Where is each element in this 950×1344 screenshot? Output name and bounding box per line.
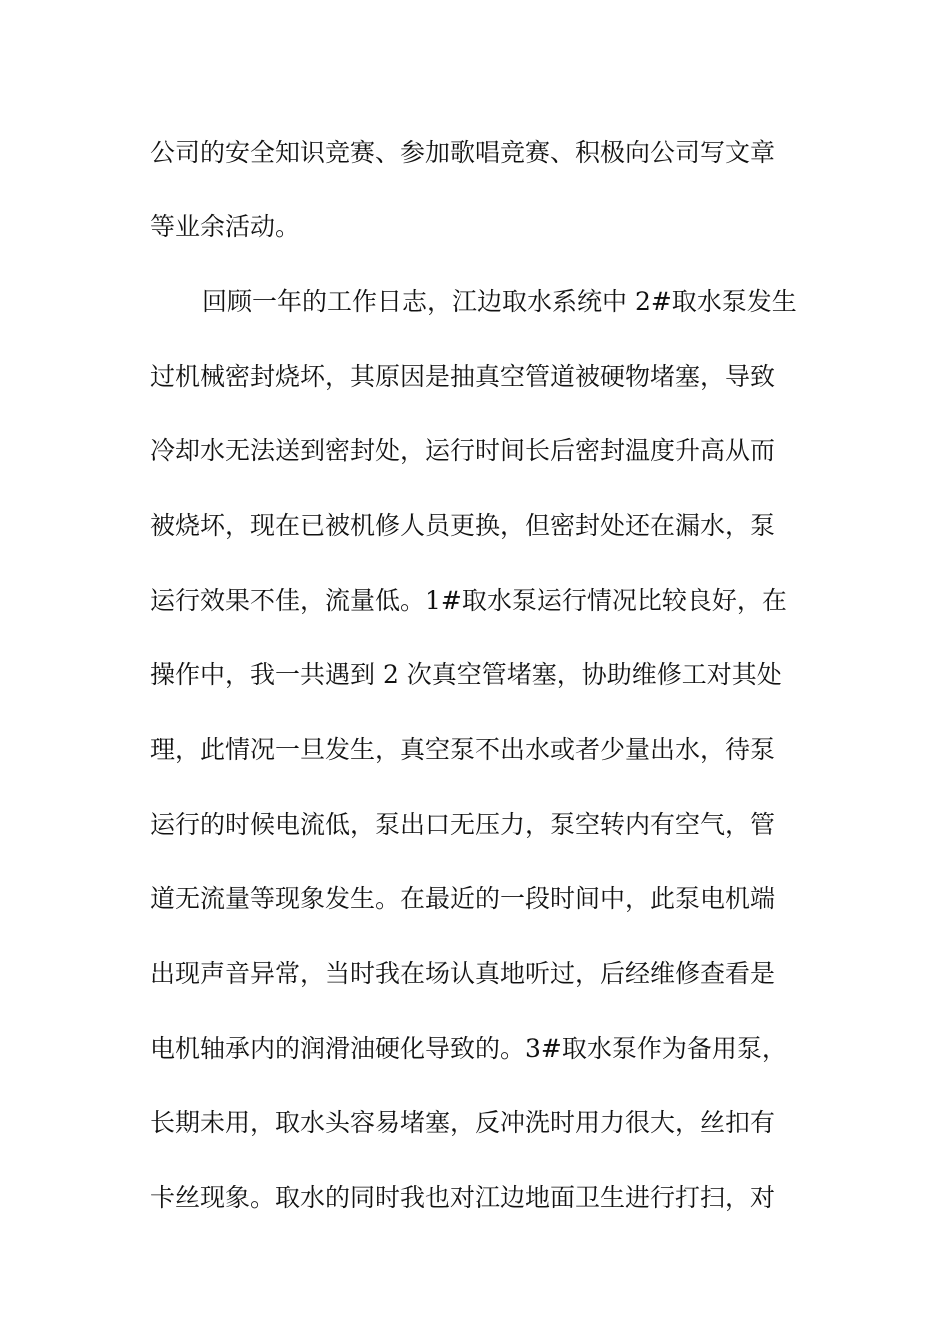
text-line-6: 被烧坏，现在已被机修人员更换，但密封处还在漏水，泵 — [150, 511, 776, 540]
text-line-12: 出现声音异常，当时我在场认真地听过，后经维修查看是 — [150, 959, 776, 988]
text-line-8: 操作中，我一共遇到 2 次真空管堵塞，协助维修工对其处 — [150, 660, 782, 689]
text-line-5: 冷却水无法送到密封处，运行时间长后密封温度升高从而 — [150, 436, 776, 465]
paragraph-start-line: 回顾一年的工作日志，江边取水系统中 2#取水泵发生 — [202, 287, 797, 316]
text-line-15: 卡丝现象。取水的同时我也对江边地面卫生进行打扫，对 — [150, 1183, 776, 1212]
text-line-10: 运行的时候电流低，泵出口无压力，泵空转内有空气，管 — [150, 810, 776, 839]
text-line-13: 电机轴承内的润滑油硬化导致的。3#取水泵作为备用泵， — [150, 1034, 787, 1063]
text-line-11: 道无流量等现象发生。在最近的一段时间中，此泵电机端 — [150, 884, 776, 913]
text-line-9: 理，此情况一旦发生，真空泵不出水或者少量出水，待泵 — [150, 735, 776, 764]
text-line-2: 等业余活动。 — [150, 212, 301, 241]
text-line-1: 公司的安全知识竞赛、参加歌唱竞赛、积极向公司写文章 — [150, 138, 776, 167]
text-line-14: 长期未用，取水头容易堵塞，反冲洗时用力很大，丝扣有 — [150, 1108, 776, 1137]
text-line-4: 过机械密封烧坏，其原因是抽真空管道被硬物堵塞，导致 — [150, 362, 776, 391]
text-line-7: 运行效果不佳，流量低。1#取水泵运行情况比较良好，在 — [150, 586, 787, 615]
